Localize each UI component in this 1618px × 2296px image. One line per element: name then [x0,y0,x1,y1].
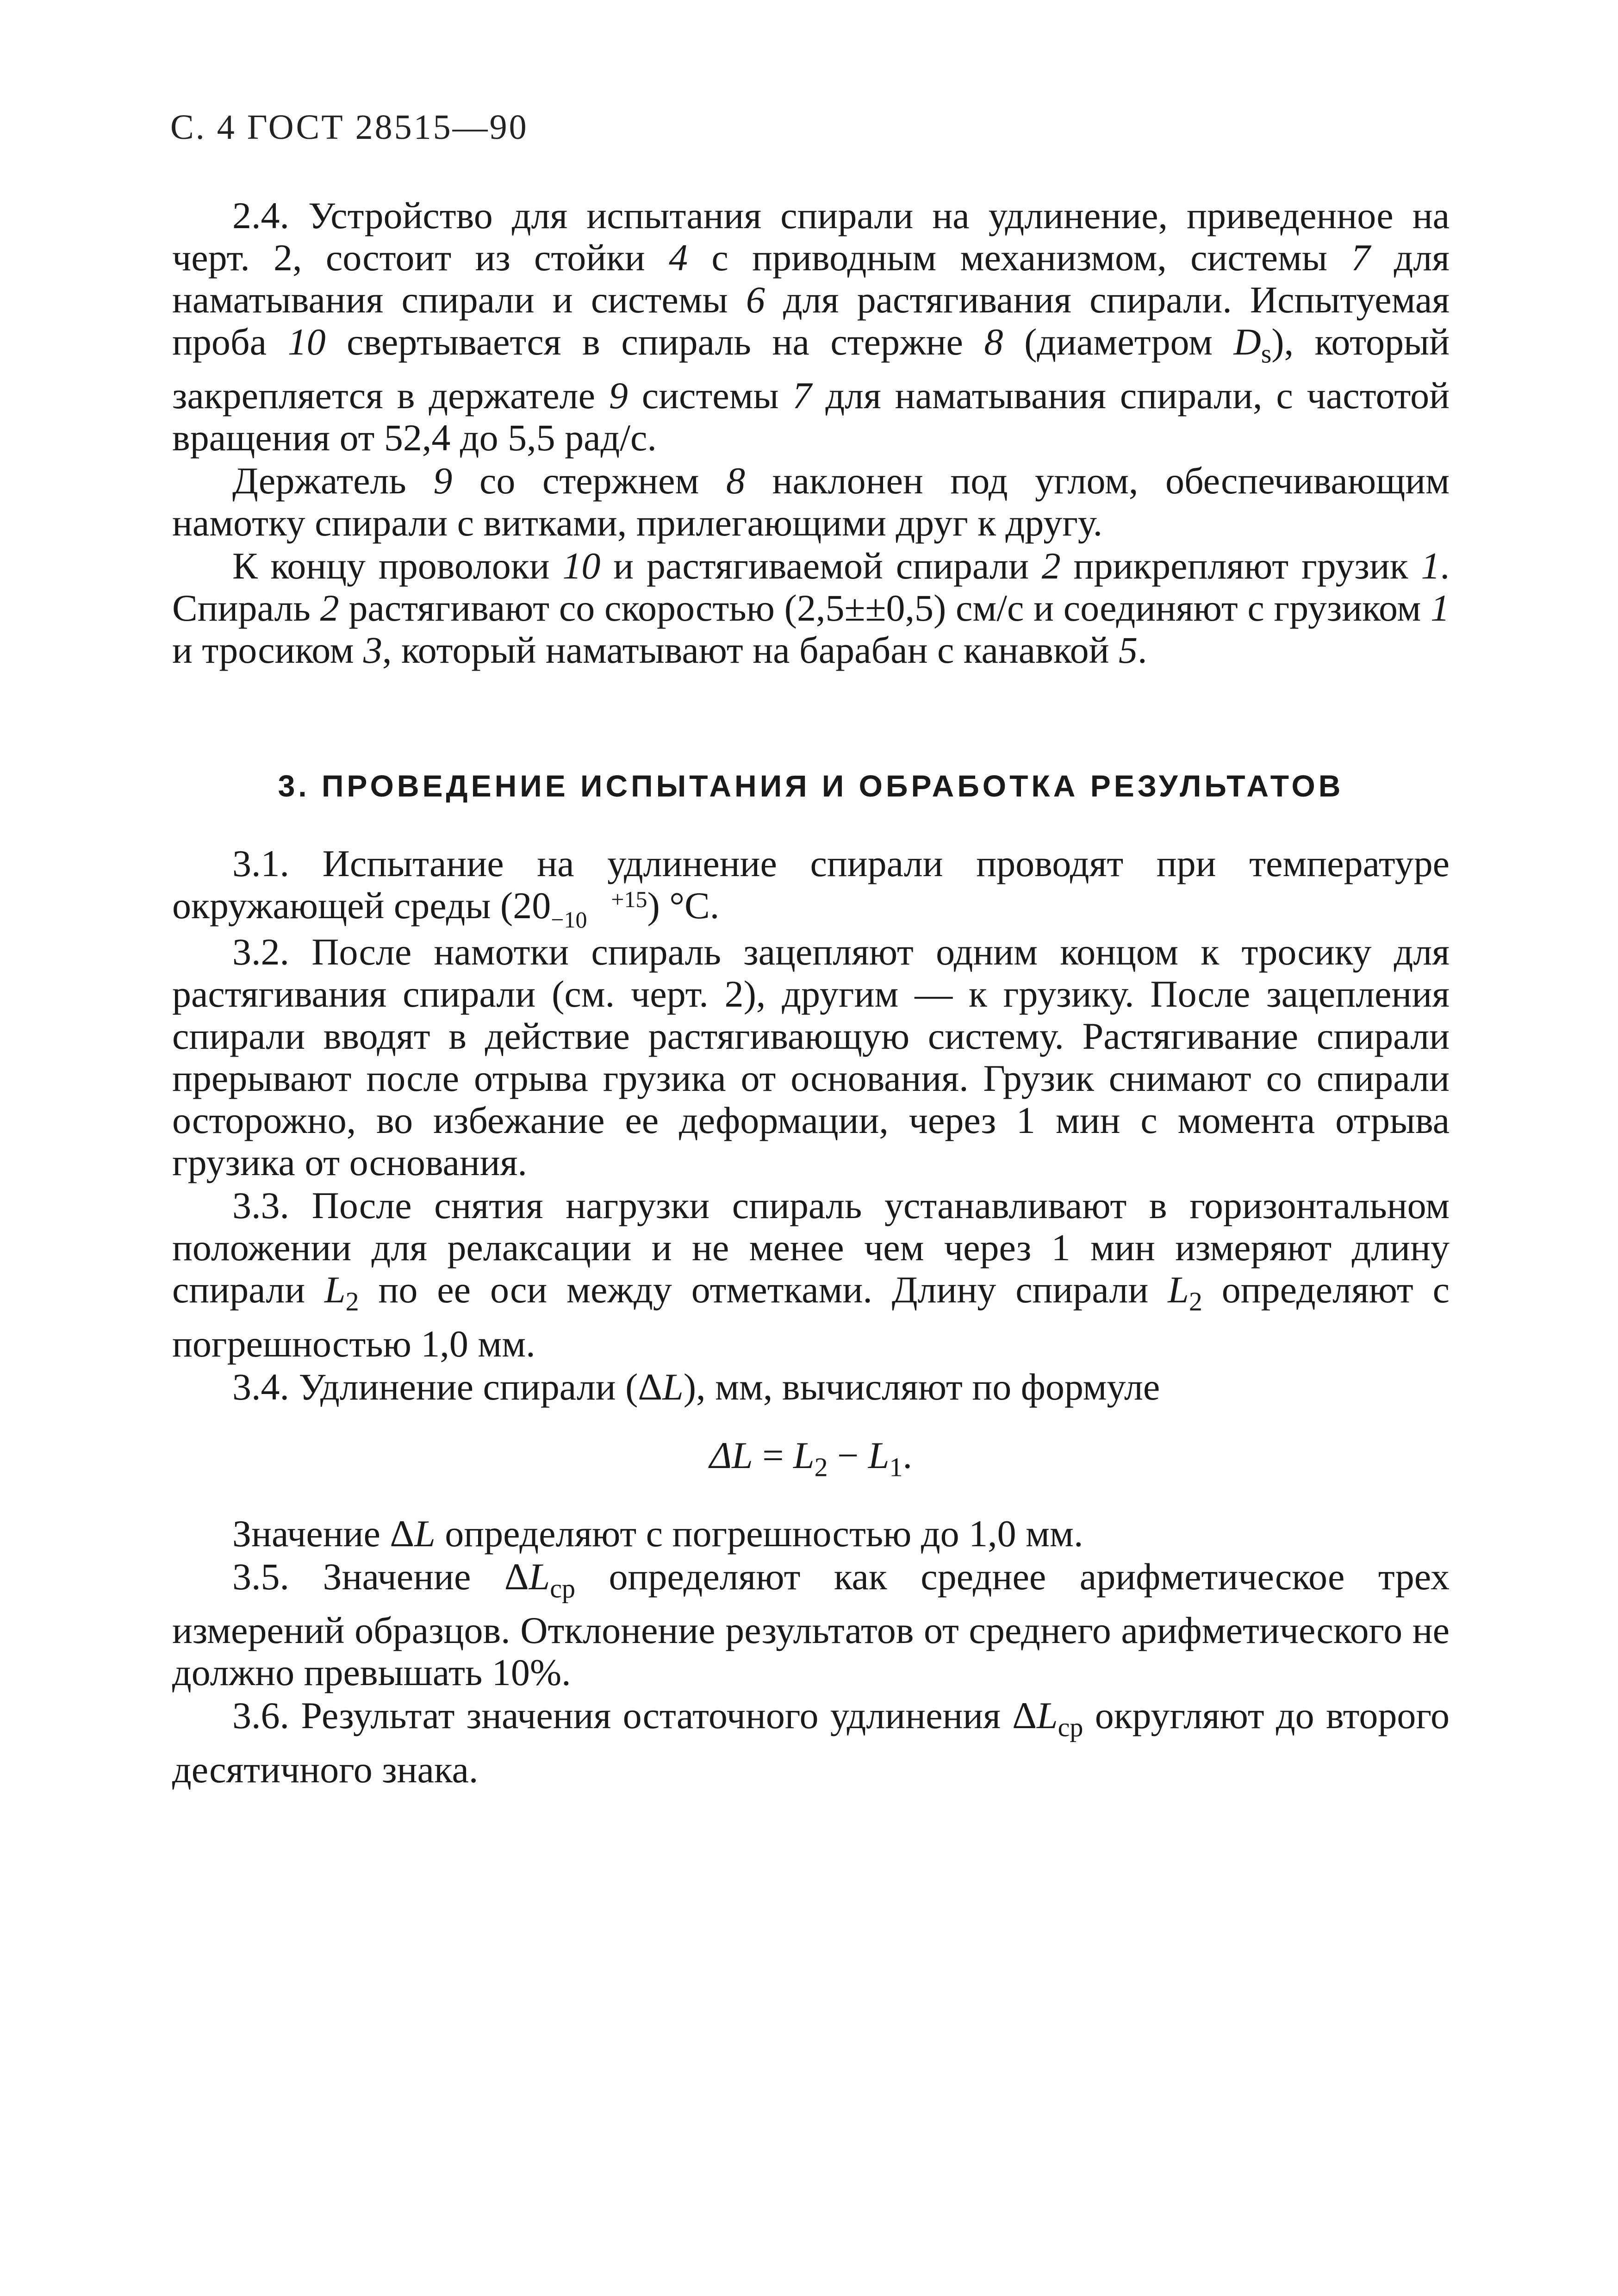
text-run: . Спираль [172,545,1450,629]
text-run: округляют до второго десятичного знака. [172,1694,1450,1791]
text-run: Держатель [232,460,434,502]
text-run: наклонен под углом, обеспечивающим намотку спирали с витками, прилегающими друг к другу. [172,460,1450,544]
text-run: с приводным механизмом, системы [688,236,1351,279]
text-run: Значение Δ [232,1512,415,1555]
paragraph-3-4 [172,1366,1450,1408]
elongation-formula [172,1434,1450,1482]
length-symbol: L [1037,1694,1058,1737]
paragraph-3-4-precision [172,1512,1450,1555]
formula-l1: L [868,1434,890,1476]
text-run: (диаметром [1003,321,1234,363]
length-symbol: L [324,1269,346,1311]
text-run: 2.4. Устройство для испытания спирали на удлинение, приведенное на черт. 2, состоит из стойки [172,194,1450,279]
ref-number: 6 [746,279,765,321]
formula-lhs: ΔL [709,1434,753,1476]
ref-number: 10 [562,545,601,587]
section-3-body [172,842,1450,1408]
length-symbol: L [414,1512,436,1555]
ref-number: 2 [1041,545,1061,587]
text-run: ), мм, вычисляют по формуле [683,1365,1160,1408]
text-run: системы [628,374,793,417]
paragraph-2-4-weight [172,545,1450,671]
formula-end: . [902,1434,912,1476]
tolerance-lower: −10 [551,907,587,933]
text-run: со стержнем [452,460,726,502]
text-run: прикрепляют грузик [1060,545,1421,587]
section-2-4 [172,194,1450,671]
text-run: 3.4. Удлинение спирали (Δ [232,1365,663,1408]
text-run: определяют с погрешностью 1,0 мм. [172,1269,1450,1365]
formula-l1-subscript: 1 [889,1452,903,1482]
text-run: 3.3. После снятия нагрузки спираль устанавливают в горизонтальном положении для релаксации и не менее чем через 1 мин измеряют длину спирали [172,1184,1450,1311]
text-run: . [1137,629,1147,672]
text-run: растягивают со скоростью (2,5±±0,5) см/с и соединяют с грузиком [339,587,1431,629]
text-run: определяют с погрешностью до 1,0 мм. [435,1512,1083,1555]
text-run: для наматывания спирали и системы [172,236,1450,321]
text-run: по ее оси между отметками. Длину спирали [359,1269,1168,1311]
length-symbol: L [529,1556,550,1598]
diameter-subscript: s [1261,338,1272,369]
text-run: и растягиваемой спирали [600,545,1042,587]
diameter-symbol: D [1233,321,1261,363]
page-header: С. 4 ГОСТ 28515—90 [170,108,529,147]
formula-l2-subscript: 2 [814,1452,828,1482]
paragraph-3-1 [172,842,1450,933]
tolerance-upper: +15 [611,886,647,913]
formula-equals: = [753,1434,793,1476]
ref-number: 3 [363,629,383,672]
length-subscript: 2 [1189,1286,1202,1317]
formula-l2: L [793,1434,815,1476]
paragraph-3-6 [172,1694,1450,1790]
text-run: К концу проволоки [232,545,563,587]
mean-subscript: ср [550,1573,575,1604]
length-symbol: L [662,1365,684,1408]
paragraph-2-4 [172,194,1450,459]
text-run: для наматывания спирали, с частотой вращения от 52,4 до 5,5 рад/с. [172,374,1450,459]
mean-subscript: ср [1058,1712,1083,1742]
text-run: ), который закрепляется в держателе [172,321,1450,417]
text-run: 3.5. Значение Δ [232,1556,529,1598]
text-run: 3.6. Результат значения остаточного удлинения Δ [232,1694,1037,1737]
ref-number: 10 [287,321,326,363]
text-run: ) °С. [647,884,720,927]
text-run: и тросиком [172,629,364,672]
ref-number: 8 [726,460,745,502]
paragraph-2-4-holder [172,460,1450,544]
length-symbol: L [1168,1269,1189,1311]
section-3-tail [172,1512,1450,1791]
ref-number: 7 [1351,236,1370,279]
ref-number: 2 [320,587,339,629]
ref-number: 8 [984,321,1003,363]
text-run: определяют как среднее арифметическое трех измерений образцов. Отклонение результатов от среднего арифметического не должно превышать 10%. [172,1556,1450,1694]
ref-number: 9 [609,374,628,417]
paragraph-3-2: 3.2. После намотки спираль зацепляют одним концом к тросику для растягивания спирали (см. черт. 2), другим — к грузику. После зацепления спирали вводят в действие растягивающую систему. Растягивание спирали прерывают после отрыва грузика от основания. Грузик снимают со спирали осторожно, во избежание ее деформации, через 1 мин с момента отрыва грузика от основания. [172,931,1450,1184]
text-run: для растягивания спирали. Испытуемая проба [172,279,1450,363]
ref-number: 1 [1421,545,1440,587]
paragraph-3-3 [172,1184,1450,1364]
formula-minus: − [828,1434,868,1476]
ref-number: 5 [1118,629,1138,672]
section-3-title: 3. ПРОВЕДЕНИЕ ИСПЫТАНИЯ И ОБРАБОТКА РЕЗУЛЬТАТОВ [278,769,1344,803]
temperature-tolerance [551,886,647,933]
ref-number: 4 [669,236,688,279]
ref-number: 7 [792,374,812,417]
ref-number: 1 [1431,587,1450,629]
text-run: 3.1. Испытание на удлинение спирали проводят при температуре окружающей среды (20 [172,842,1450,927]
ref-number: 9 [433,460,453,502]
text-run: свертывается в спираль на стержне [325,321,984,363]
length-subscript: 2 [345,1286,359,1317]
paragraph-3-5 [172,1556,1450,1693]
text-run: , который наматывают на барабан с канавкой [382,629,1119,672]
